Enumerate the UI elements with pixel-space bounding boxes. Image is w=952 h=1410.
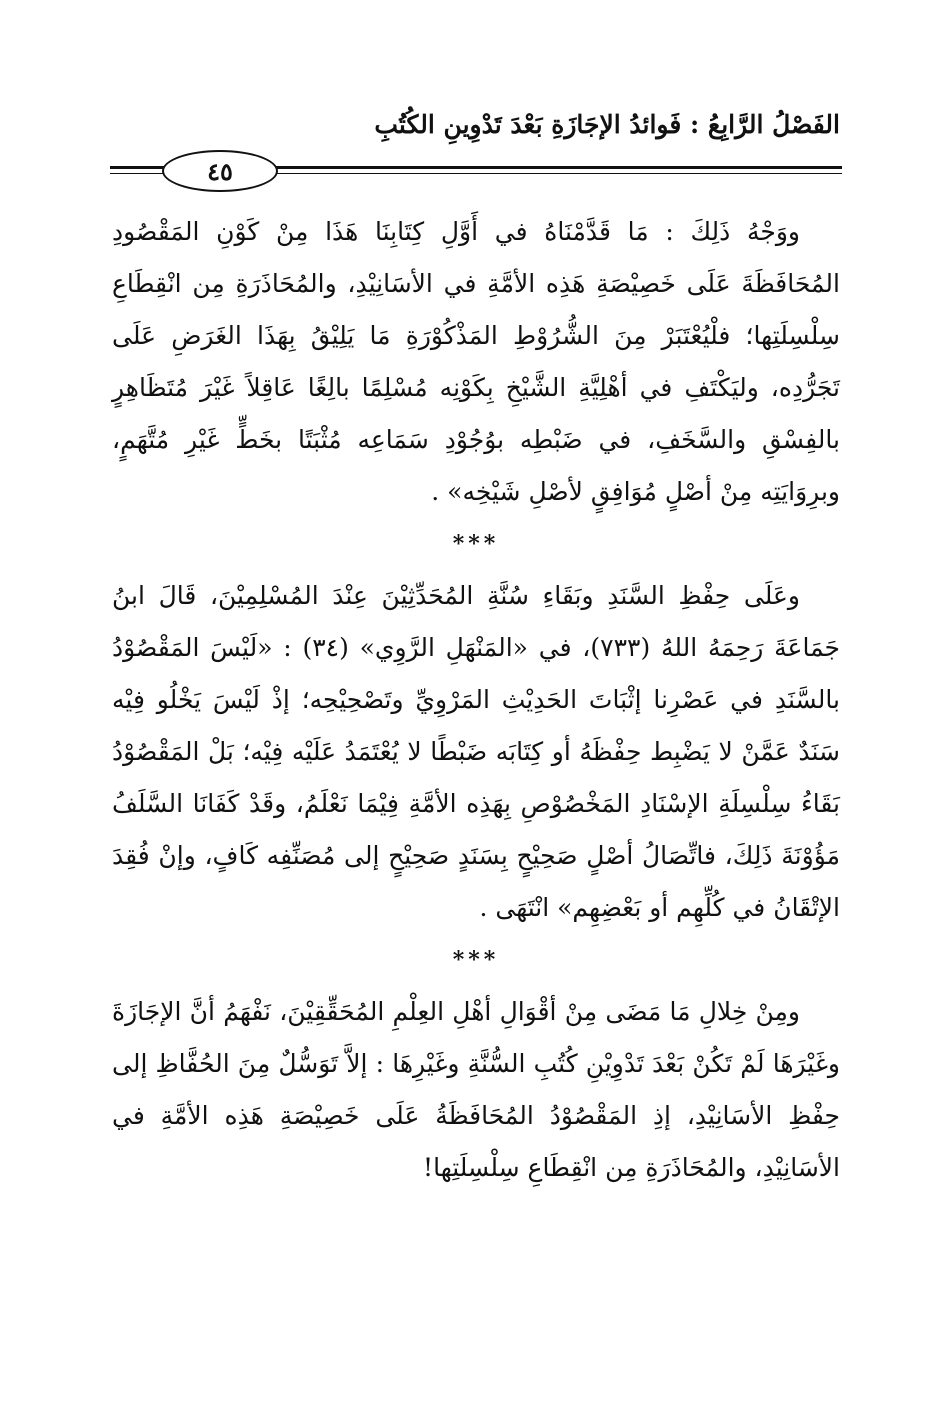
paragraph-1: ووَجْهُ ذَلِكَ : مَا قَدَّمْنَاهُ في أَوَّلِ كِتَابِنَا هَذَا مِنْ كَوْنِ المَقْصُودِ المُحَافَظَةَ عَلَى خَصِيْصَةِ هَذِه الأمَّةِ في الأسَانِيْدِ، والمُحَاذَرَةِ مِن انْقِطَاعِ سِلْسِلَتِها؛ فلْيُعْتَبَرْ مِنَ الشُّرُوْطِ المَذْكُوْرَةِ مَا يَلِيْقُ بِهَذَا الغَرَضِ عَلَى تَجَرُّدِه، وليَكْتَفِ في أهْلِيَّةِ الشَّيْخِ بِكَوْنِه مُسْلِمًا بالِغًا عَاقِلاً غَيْرَ مُتَظَاهِرٍ بالفِسْقِ والسَّخَفِ، في ضَبْطِه بوُجُوْدِ سَمَاعِه مُثْبَتًا بخَطٍّ غَيْرِ مُتَّهَمٍ، وبرِوَايَتِه مِنْ أصْلٍ مُوَافِقٍ لأصْلِ شَيْخِه» . [112, 217, 840, 506]
paragraph-3: ومِنْ خِلالِ مَا مَضَى مِنْ أقْوَالِ أهْلِ العِلْمِ المُحَقِّقِيْنَ، نَفْهَمُ أنَّ الإجَازَةَ وغَيْرَهَا لَمْ تَكُنْ بَعْدَ تَدْوِيْنِ كُتُبِ السُّنَّةِ وغَيْرِهَا : إلاَّ تَوَسُّلٌ مِنَ الحُفَّاظِ إلى حِفْظِ الأسَانِيْدِ، إذِ المَقْصُوْدُ المُحَافَظَةُ عَلَى خَصِيْصَةِ هَذِه الأمَّةِ في الأسَانِيْدِ، والمُحَاذَرَةِ مِن انْقِطَاعِ سِلْسِلَتِها! [112, 997, 840, 1182]
header-rule [110, 150, 842, 190]
section-separator-2: *** [452, 947, 500, 973]
section-separator-1: *** [452, 531, 500, 557]
main-text [112, 206, 840, 1194]
running-title: الفَصْلُ الرَّابِعُ : فَوائدُ الإجَازَةِ بَعْدَ تَدْوِينِ الكُتُبِ [374, 110, 840, 139]
page-number: ٤٥ [162, 150, 278, 192]
paragraph-2: وعَلَى حِفْظِ السَّنَدِ وبَقَاءِ سُنَّةِ المُحَدِّثِيْنَ عِنْدَ المُسْلِمِيْنَ، قَالَ ابنُ جَمَاعَةَ رَحِمَهُ اللهُ (٧٣٣)، في «المَنْهَلِ الرَّوِي» (٣٤) : «لَيْسَ المَقْصُوْدُ بالسَّنَدِ في عَصْرِنا إثْبَاتَ الحَدِيْثِ المَرْوِيِّ وتَصْحِيْحِه؛ إذْ لَيْسَ يَخْلُو فِيْه سَنَدٌ عَمَّنْ لا يَضْبِط حِفْظَهُ أو كِتَابَه ضَبْطًا لا يُعْتَمَدُ عَلَيْه فِيْه؛ بَلْ المَقْصُوْدُ بَقَاءُ سِلْسِلَةِ الإسْنَادِ المَخْصُوْصِ بِهَذِه الأمَّةِ فِيْمَا نَعْلَمُ، وقَدْ كَفَانَا السَّلَفُ مَؤُوْنَةَ ذَلِكَ، فاتِّصَالُ أصْلٍ صَحِيْحٍ بِسَنَدٍ صَحِيْحٍ إلى مُصَنِّفِه كَافٍ، وإنْ فُقِدَ الإتْقَانُ في كُلِّهِم أو بَعْضِهِم» انْتَهَى . [112, 581, 840, 922]
